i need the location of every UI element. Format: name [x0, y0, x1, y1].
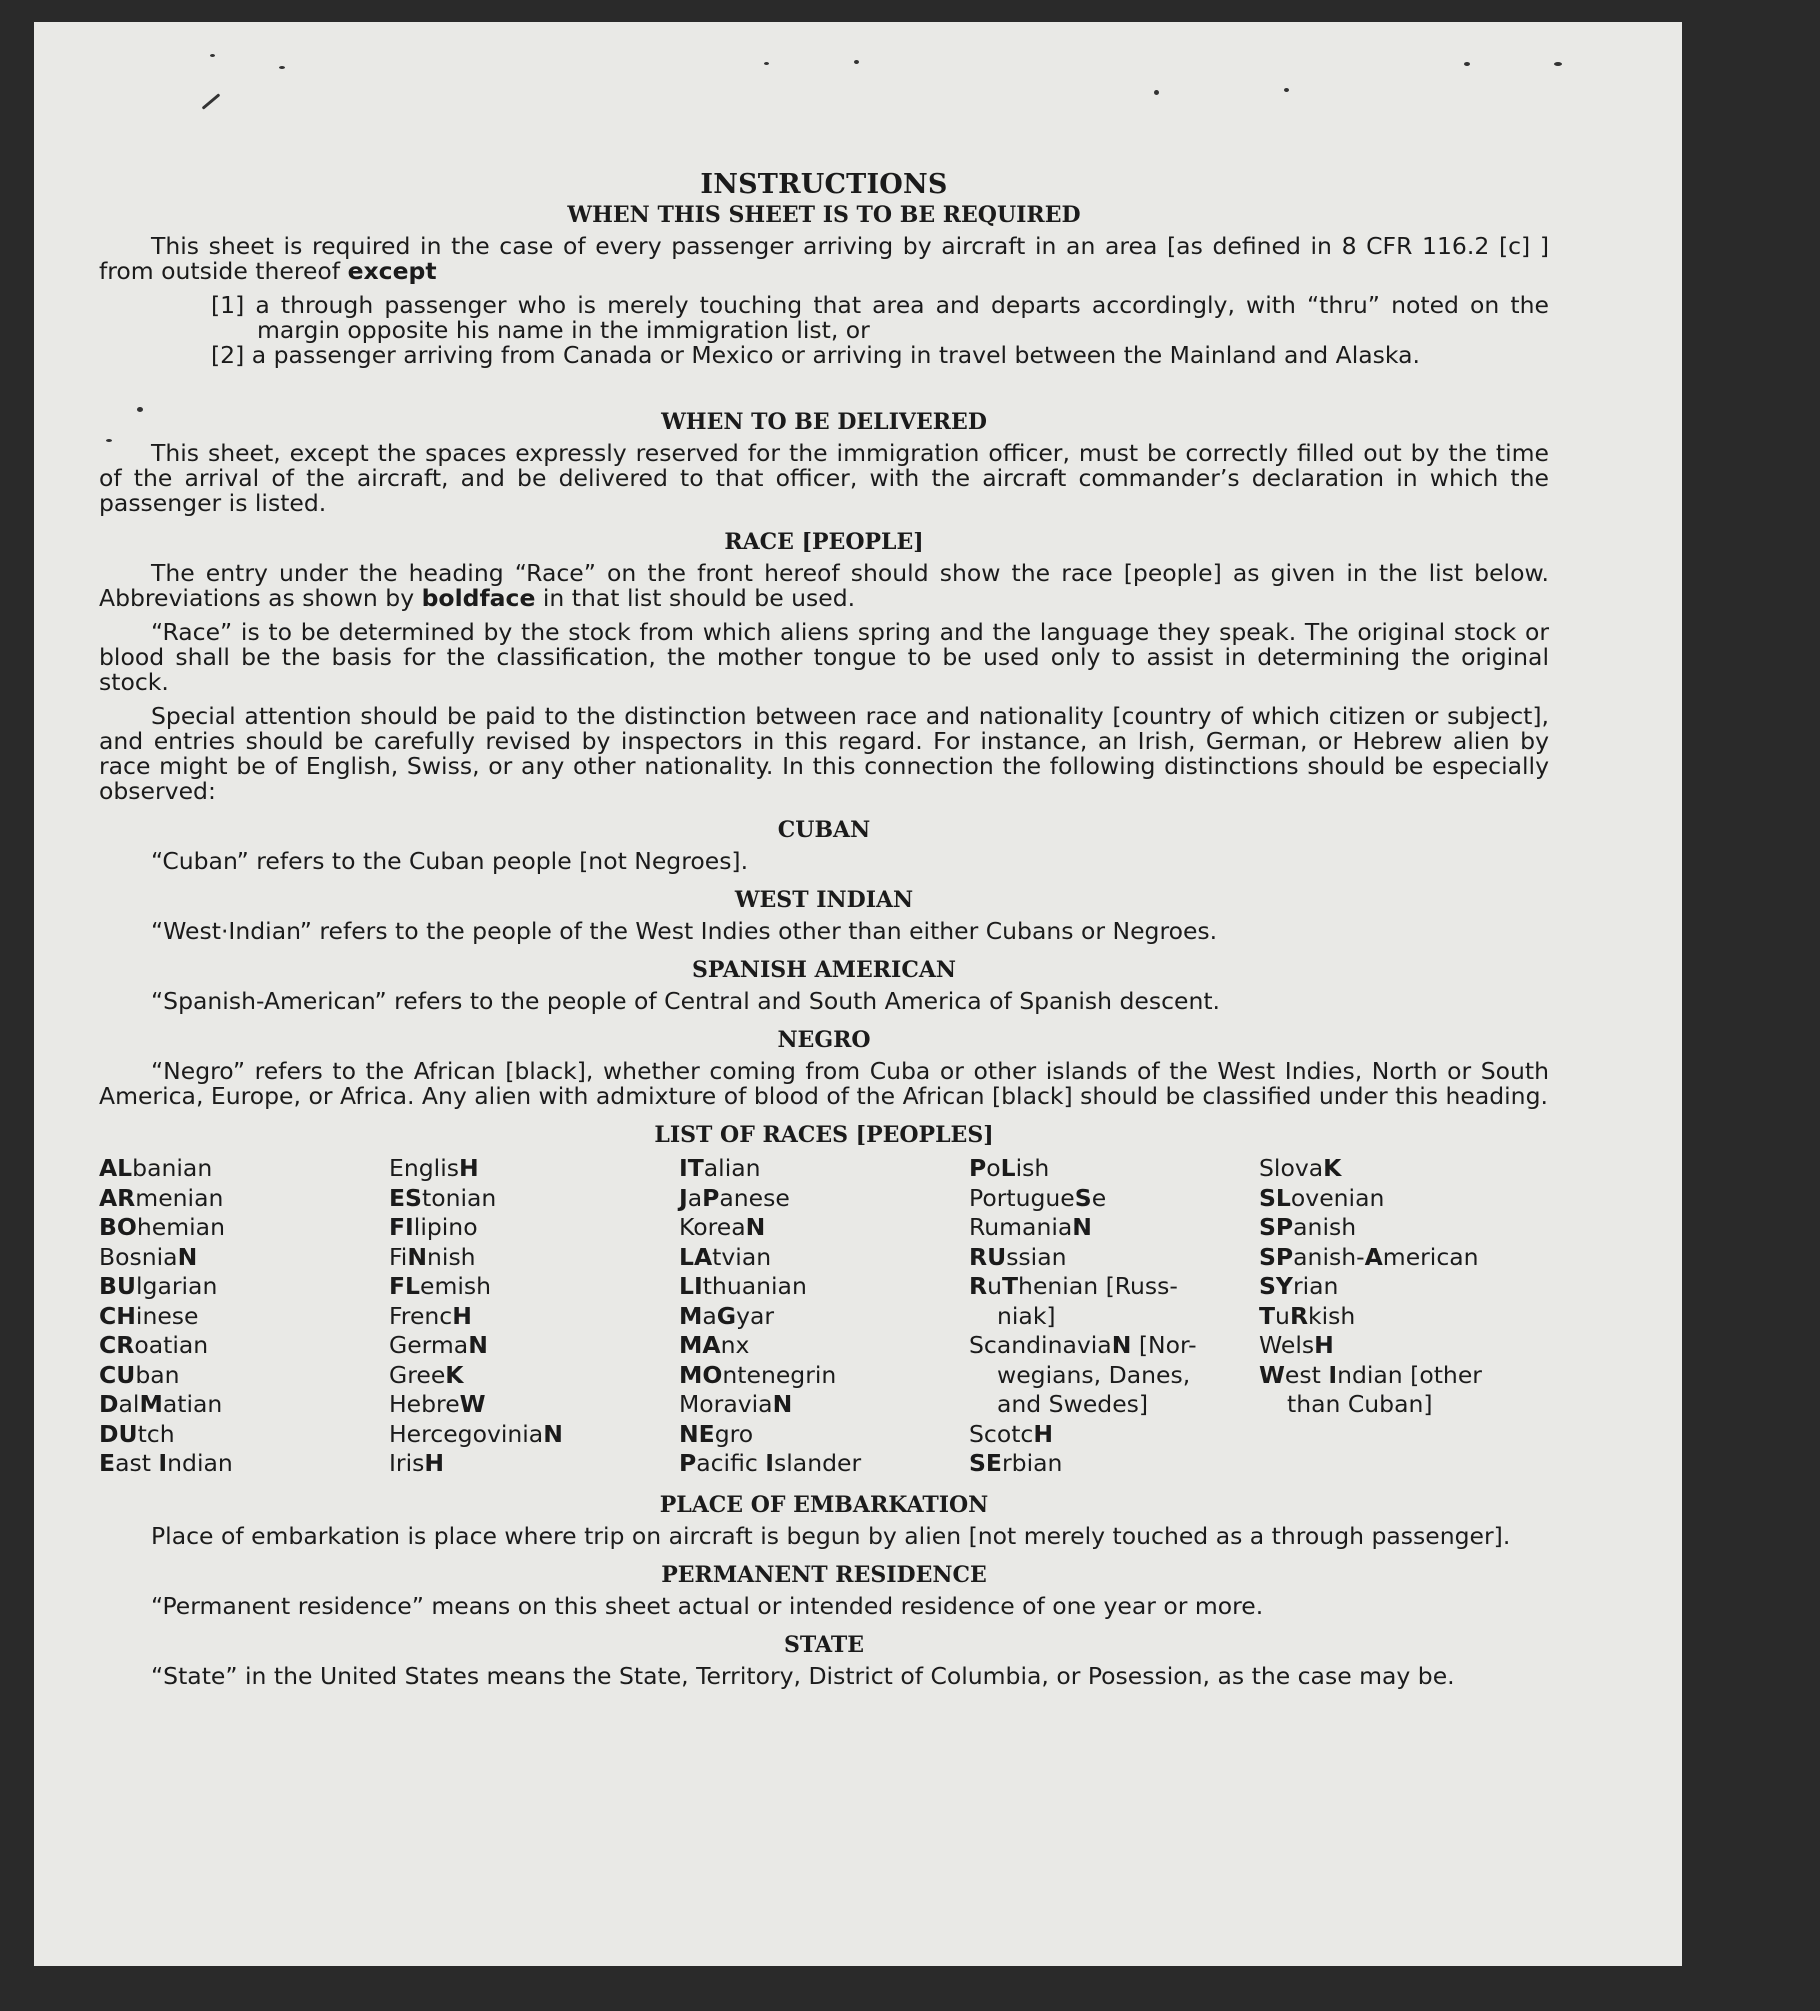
- paragraph-race-3: Special attention should be paid to the distinction between race and nationality [country of which citizen or subject], and entries should be carefully revised by inspectors in this regard. For instance, an Irish, German, or Hebrew alien by race might be of English, Swiss, or any other nationality. In this connection the following distinctions should be especially observed:: [99, 702, 1549, 805]
- paragraph-state: “State” in the United States means the State, Territory, District of Columbia, or Posession, as the case may be.: [151, 1661, 1455, 1690]
- race-entry: TuRkish: [1259, 1301, 1356, 1330]
- heading-spanish-american: SPANISH AMERICAN: [691, 957, 957, 983]
- race-entry: KoreaN: [679, 1213, 766, 1241]
- race-entry: JaPanese: [679, 1183, 790, 1212]
- race-entry: WelsH: [1259, 1331, 1334, 1359]
- race-entry: IrisH: [389, 1449, 445, 1477]
- heading-residence: PERMANENT RESIDENCE: [661, 1561, 987, 1588]
- paragraph-when-required: [99, 234, 1549, 284]
- race-entry: ITalian: [679, 1154, 761, 1182]
- race-entry: PoLish: [969, 1154, 1050, 1182]
- paragraph-race-1: [99, 561, 1549, 611]
- list-item-2: [2] a passenger arriving from Canada or Mexico or arriving in travel between the Mainland and Alaska.: [211, 341, 1420, 369]
- race-entry: LAtvian: [679, 1242, 772, 1271]
- text-race-1a: The entry under the heading “Race” on the front hereof should show the race [people] as given in the list below. Abbreviations as shown by: [99, 559, 1549, 612]
- race-entry: BOhemian: [99, 1213, 225, 1241]
- race-entry: ALbanian: [99, 1154, 213, 1182]
- list-item-1: [1] a through passenger who is merely touching that area and departs accordingly, with “thru” noted on the margin opposite his name in the immigration list, or: [211, 291, 1549, 344]
- race-entry: SYrian: [1259, 1272, 1339, 1300]
- heading-cuban: CUBAN: [777, 817, 871, 843]
- heading-list-of-races: LIST OF RACES [PEOPLES]: [654, 1122, 994, 1148]
- race-entry: FiNnish: [389, 1242, 476, 1271]
- spacer: [99, 368, 1549, 396]
- section-when-delivered: [99, 410, 1549, 516]
- section-state: [99, 1633, 1549, 1689]
- race-entry: niak]: [997, 1301, 1056, 1330]
- race-entry: CRoatian: [99, 1331, 209, 1359]
- race-entry: West Indian [other: [1259, 1360, 1482, 1389]
- race-entry: HebreW: [389, 1390, 486, 1418]
- race-column: [679, 1154, 969, 1479]
- race-entry: GermaN: [389, 1331, 488, 1359]
- document-page: [34, 22, 1682, 1966]
- paragraph-negro: “Negro” refers to the African [black], whether coming from Cuba or other islands of the West Indies, North or South America, Europe, or Africa. Any alien with admixture of blood of the African [black] should be classified under this heading.: [99, 1057, 1549, 1110]
- race-entry: RuThenian [Russ-: [969, 1272, 1178, 1300]
- text-boldface: boldface: [421, 584, 536, 612]
- section-west-indian: [99, 888, 1549, 944]
- race-entry: DalMatian: [99, 1390, 223, 1418]
- race-entry: MoraviaN: [679, 1390, 793, 1418]
- paragraph-west-indian: “West·Indian” refers to the people of the West Indies other than either Cubans or Negroes.: [151, 917, 1218, 945]
- race-entry: RUssian: [969, 1242, 1067, 1271]
- race-entry: SPanish: [1259, 1213, 1357, 1241]
- race-entry: SLovenian: [1259, 1183, 1385, 1212]
- heading-state: STATE: [783, 1631, 865, 1658]
- race-entry: CUban: [99, 1360, 180, 1389]
- text-when-required: This sheet is required in the case of every passenger arriving by aircraft in an area [as defined in 8 CFR 116.2 [c] ] from outside thereof: [99, 232, 1549, 285]
- race-entry: BosniaN: [99, 1242, 198, 1271]
- race-entry: RumaniaN: [969, 1213, 1092, 1241]
- race-entry: LIthuanian: [679, 1272, 807, 1300]
- race-entry: PortugueSe: [969, 1183, 1107, 1212]
- paragraph-spanish-american: “Spanish-American” refers to the people of Central and South America of Spanish descent.: [151, 987, 1221, 1015]
- race-entry: MOntenegrin: [679, 1360, 837, 1389]
- section-cuban: [99, 818, 1549, 874]
- text-race-1b: in that list should be used.: [542, 584, 856, 612]
- race-entry: NEgro: [679, 1419, 754, 1448]
- race-column: [389, 1154, 679, 1479]
- text-except: except: [347, 257, 437, 285]
- race-column: [969, 1154, 1259, 1479]
- race-entry: wegians, Danes,: [997, 1360, 1191, 1389]
- race-column: [99, 1154, 389, 1479]
- race-entry: FrencH: [389, 1301, 472, 1330]
- race-entry: SlovaK: [1259, 1154, 1342, 1182]
- section-negro: [99, 1028, 1549, 1109]
- heading-race: RACE [PEOPLE]: [724, 529, 924, 555]
- section-list-of-races: [99, 1123, 1549, 1479]
- race-entry: HercegoviniaN: [389, 1419, 563, 1448]
- race-entry: DUtch: [99, 1419, 175, 1448]
- heading-embarkation: PLACE OF EMBARKATION: [659, 1491, 989, 1518]
- section-when-required: [99, 203, 1549, 368]
- race-entry: ARmenian: [99, 1183, 224, 1212]
- race-entry: CHinese: [99, 1301, 199, 1330]
- race-entry: ScotcH: [969, 1419, 1054, 1448]
- race-entry: EStonian: [389, 1183, 497, 1212]
- race-entry: Pacific Islander: [679, 1449, 862, 1477]
- heading-west-indian: WEST INDIAN: [734, 887, 914, 913]
- section-race: [99, 530, 1549, 804]
- race-entry: MaGyar: [679, 1301, 775, 1330]
- paragraph-race-2: “Race” is to be determined by the stock from which aliens spring and the language they speak. The original stock or blood shall be the basis for the classification, the mother tongue to be used only to assist in determining the original stock.: [99, 618, 1549, 696]
- paragraph-embarkation: Place of embarkation is place where trip on aircraft is begun by alien [not merely touched as a through passenger].: [151, 1521, 1511, 1550]
- race-column: [1259, 1154, 1549, 1479]
- heading-when-required: WHEN THIS SHEET IS TO BE REQUIRED: [567, 202, 1081, 228]
- race-entry: GreeK: [389, 1360, 464, 1389]
- section-residence: [99, 1563, 1549, 1619]
- pen-mark-icon: [202, 93, 221, 109]
- paragraph-when-delivered: This sheet, except the spaces expressly reserved for the immigration officer, must be correctly filled out by the time of the arrival of the aircraft, and be delivered to that officer, with the aircraft commander’s declaration in which the passenger is listed.: [99, 439, 1549, 517]
- race-entry: and Swedes]: [997, 1390, 1149, 1418]
- race-entry: East Indian: [99, 1449, 233, 1477]
- heading-when-delivered: WHEN TO BE DELIVERED: [661, 409, 987, 435]
- race-entry: FIlipino: [389, 1213, 478, 1241]
- section-spanish-american: [99, 958, 1549, 1014]
- section-embarkation: [99, 1493, 1549, 1549]
- race-entry: MAnx: [679, 1331, 750, 1359]
- paragraph-cuban: “Cuban” refers to the Cuban people [not Negroes].: [151, 847, 749, 875]
- paragraph-residence: “Permanent residence” means on this sheet actual or intended residence of one year or more.: [151, 1591, 1264, 1620]
- race-entry: EnglisH: [389, 1154, 479, 1182]
- race-entry: SErbian: [969, 1449, 1063, 1477]
- page-title: INSTRUCTIONS: [700, 169, 948, 200]
- race-entry: ScandinaviaN [Nor-: [969, 1331, 1197, 1359]
- heading-negro: NEGRO: [777, 1027, 871, 1053]
- race-entry: FLemish: [389, 1272, 492, 1300]
- races-table: [99, 1154, 1549, 1479]
- race-entry: than Cuban]: [1287, 1390, 1433, 1418]
- race-entry: SPanish-American: [1259, 1242, 1479, 1271]
- race-entry: BUlgarian: [99, 1272, 218, 1300]
